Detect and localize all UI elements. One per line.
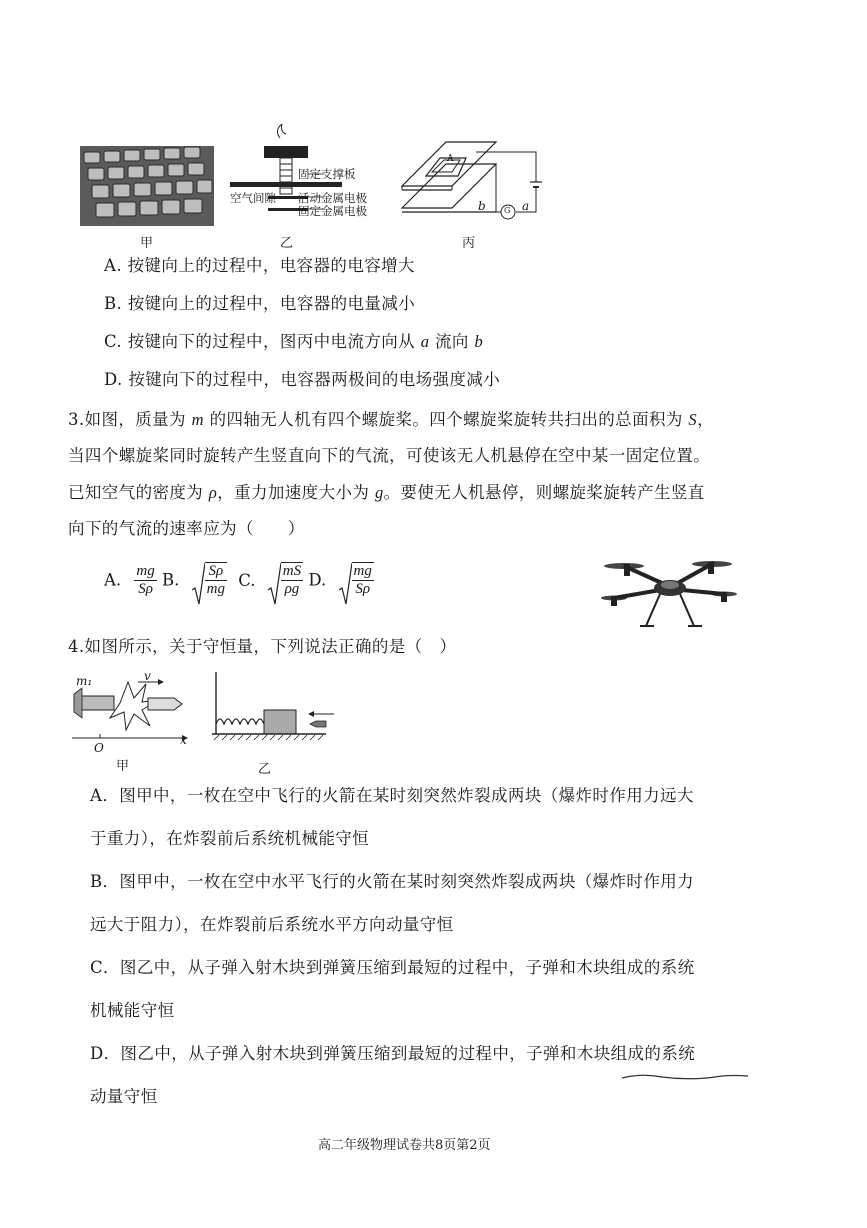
label-A-key: A (447, 154, 454, 164)
label-support-plate: 固定支撑板 (298, 167, 356, 181)
figure-label-q4-yi: 乙 (258, 762, 272, 777)
figure-label-q4-jia: 甲 (116, 759, 130, 774)
label-movable-electrode: 活动金属电极 (298, 191, 367, 205)
q2-option-b: B. 按键向上的过程中，电容器的电量减小 (104, 294, 416, 313)
label-a: a (522, 199, 530, 213)
q3-option-a-letter: A. (104, 570, 122, 590)
q3-option-b-letter: B. (162, 570, 180, 590)
q3-stem-line1: 3.如图，质量为 m 的四轴无人机有四个螺旋桨。四个螺旋桨旋转共扫出的总面积为 S， (68, 410, 714, 429)
figure-label-jia: 甲 (140, 236, 154, 251)
label-meter: G (504, 206, 511, 215)
q3-option-a-formula: $\frac{mg}{S\rho}$ (136, 562, 155, 597)
label-air-gap: 空气间隙 (230, 191, 276, 205)
figure-label-yi: 乙 (280, 236, 294, 251)
handwritten-underline (620, 1066, 750, 1074)
label-m1: m₁ (76, 674, 93, 688)
q3-option-d-letter: D. (308, 570, 327, 590)
q3-option-c-formula: $\frac{mS}{\rho g}$ (267, 562, 303, 598)
q4-option-d-line1: D．图乙中，从子弹入射木块到弹簧压缩到最短的过程中，子弹和木块组成的系统 (90, 1044, 696, 1063)
q3-stem-line3: 已知空气的密度为 ρ，重力加速度大小为 g。要使无人机悬停，则螺旋桨旋转产生竖直 (68, 483, 705, 502)
q3-option-c-letter: C. (238, 570, 256, 590)
q4-option-b-line1: B．图甲中，一枚在空中水平飞行的火箭在某时刻突然炸裂成两块（爆炸时作用力 (90, 872, 695, 891)
q4-option-c-line2: 机械能守恒 (90, 1001, 175, 1020)
q3-stem-line2: 当四个螺旋桨同时旋转产生竖直向下的气流，可使该无人机悬停在空中某一固定位置。 (68, 446, 711, 465)
label-fixed-electrode: 固定金属电极 (298, 204, 367, 218)
label-x-axis: x (180, 733, 187, 747)
q2-option-a: A. 按键向上的过程中，电容器的电容增大 (104, 256, 415, 275)
label-b: b (478, 199, 486, 213)
q3-option-d-formula: $\frac{mg}{S\rho}$ (338, 562, 374, 598)
q3-stem-line4: 向下的气流的速率应为（ ） (68, 519, 305, 538)
q2-option-c: C. 按键向下的过程中，图丙中电流方向从 a 流向 b (104, 332, 484, 351)
q4-option-d-line2: 动量守恒 (90, 1087, 158, 1106)
page-footer: 高二年级物理试卷共8页第2页 (318, 1138, 491, 1153)
keyboard-photo (80, 146, 214, 226)
q2-option-d: D. 按键向下的过程中，电容器两极间的电场强度减小 (104, 370, 501, 389)
q4-stem: 4.如图所示，关于守恒量，下列说法正确的是（ ） (68, 637, 457, 656)
label-velocity: v (144, 669, 151, 683)
q3-options (104, 562, 374, 612)
spring-block-diagram (210, 668, 340, 754)
q3-option-b-formula: $\frac{S\rho}{mg}$ (191, 562, 227, 598)
figure-label-bing: 丙 (462, 236, 476, 251)
q4-option-a-line1: A．图甲中，一枚在空中飞行的火箭在某时刻突然炸裂成两块（爆炸时作用力远大 (90, 786, 694, 805)
q4-option-c-line1: C．图乙中，从子弹入射木块到弹簧压缩到最短的过程中，子弹和木块组成的系统 (90, 958, 695, 977)
label-origin: O (94, 741, 104, 755)
drone-image (600, 552, 740, 636)
q4-option-b-line2: 远大于阻力），在炸裂前后系统水平方向动量守恒 (90, 915, 454, 934)
q4-option-a-line2: 于重力），在炸裂前后系统机械能守恒 (90, 829, 370, 848)
